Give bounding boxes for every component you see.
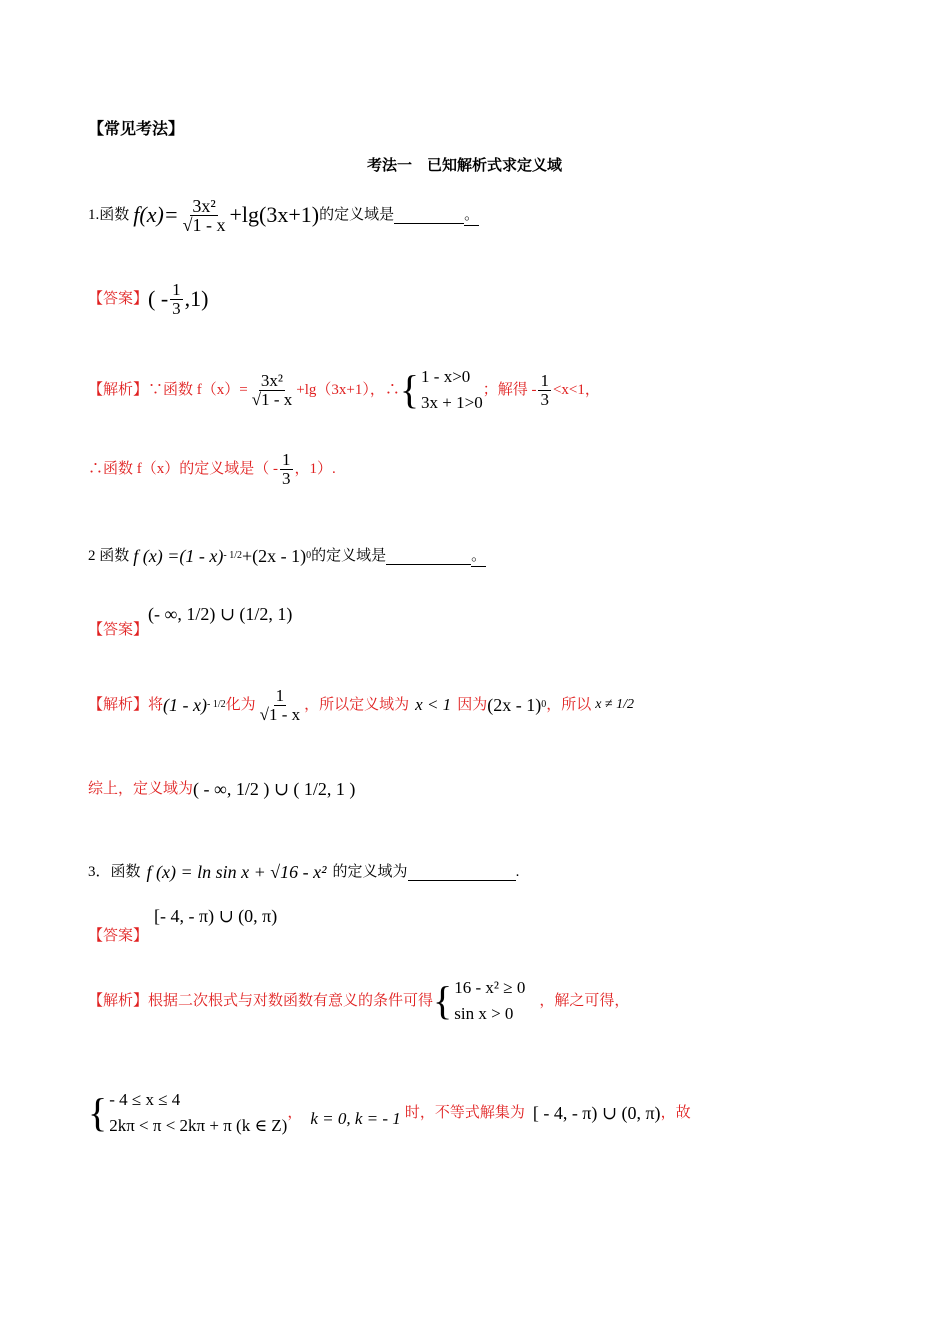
q2-cond2: x ≠ 1/2 bbox=[595, 697, 634, 712]
q1-numerator: 3x² bbox=[192, 195, 216, 216]
q1-analysis-b: +lg（3x+1），∴ bbox=[296, 382, 400, 398]
q1-tail: +lg(3x+1) bbox=[229, 202, 320, 227]
q1-analysis-fraction bbox=[250, 372, 295, 409]
q1-analysis-bound-num: 1 bbox=[540, 370, 549, 390]
q3-analysis-b: ，解之可得， bbox=[539, 993, 630, 1009]
q1-concl-num: 1 bbox=[282, 449, 291, 469]
q2-concl-expr: ( - ∞, 1/2 ) ∪ ( 1/2, 1 ) bbox=[193, 779, 356, 799]
q1-analysis-a: ∵函数 f（x）= bbox=[148, 382, 248, 398]
q3-system-2 bbox=[88, 1087, 287, 1139]
q3-system2-row2: 2kπ < π < 2kπ + π (k ∈ Z) bbox=[109, 1116, 288, 1135]
q1-answer-fraction bbox=[170, 281, 183, 318]
q3-analysis-a: 根据二次根式与对数函数有意义的条件可得 bbox=[148, 993, 434, 1009]
q2-tail: +(2x - 1) bbox=[241, 546, 307, 566]
q2-expr1: (1 - x) bbox=[163, 695, 208, 715]
q1-system-row2: 3x + 1>0 bbox=[421, 393, 483, 412]
q2-answer-tag: 【答案】 bbox=[88, 622, 149, 638]
q2-prefix: 2 函数 bbox=[88, 548, 130, 564]
q2-suffix: 的定义域是 bbox=[311, 548, 387, 564]
q3-suffix: 的定义域为 bbox=[332, 864, 408, 880]
q1-concl-fraction bbox=[280, 451, 293, 488]
q2-answer: (- ∞, 1/2) ∪ (1/2, 1) bbox=[148, 604, 293, 624]
q1-analysis-tag: 【解析】 bbox=[88, 382, 149, 398]
q3-system-row2: sin x > 0 bbox=[454, 1004, 514, 1023]
q3-func: f (x) = ln sin x + √16 - x² bbox=[146, 862, 327, 882]
question-1 bbox=[88, 190, 479, 240]
q1-analysis-bound-den: 3 bbox=[540, 389, 549, 409]
q2-expr2: (2x - 1) bbox=[487, 695, 542, 715]
q1-system-brace: { bbox=[399, 367, 420, 412]
q3-analysis-c: ， bbox=[287, 1105, 303, 1121]
q3-system2-row1: - 4 ≤ x ≤ 4 bbox=[109, 1090, 181, 1109]
q3-analysis-d: 时，不等式解集为 bbox=[404, 1105, 525, 1121]
q2-cond1: x < 1 bbox=[415, 695, 452, 714]
q2-func: f (x) =(1 - x) bbox=[133, 546, 224, 566]
q1-blank bbox=[394, 207, 464, 224]
method-title: 考法一 已知解析式求定义域 bbox=[367, 158, 563, 174]
q2-expr1-exp: - 1/2 bbox=[207, 699, 226, 710]
q1-system-row1: 1 - x>0 bbox=[421, 367, 471, 386]
q1-concl-den: 3 bbox=[282, 468, 291, 488]
q3-prefix: 3．函数 bbox=[88, 864, 141, 880]
q3-analysis-row bbox=[88, 970, 629, 1032]
q2-frac-num: 1 bbox=[275, 685, 285, 705]
q1-analysis-den: √1 - x bbox=[251, 389, 293, 409]
q3-answer-tag: 【答案】 bbox=[88, 928, 149, 944]
q2-analysis-b: 化为 bbox=[225, 697, 256, 713]
q3-answer: [- 4, - π) ∪ (0, π) bbox=[154, 906, 278, 926]
q2-tail-exp: 0 bbox=[306, 550, 312, 561]
q1-answer-tag: 【答案】 bbox=[88, 291, 149, 307]
q3-end: . bbox=[515, 864, 520, 880]
q2-analysis-a: 将 bbox=[148, 697, 164, 713]
q1-fraction bbox=[181, 197, 228, 234]
q3-solution-row bbox=[88, 1082, 691, 1144]
q1-denominator: √1 - x bbox=[182, 214, 226, 235]
q3-analysis-e: ，故 bbox=[660, 1105, 691, 1121]
q1-suffix: 的定义域是 bbox=[319, 207, 395, 223]
q2-analysis-fraction bbox=[258, 687, 303, 724]
q2-end: 。 bbox=[471, 546, 486, 567]
q3-system bbox=[433, 975, 525, 1027]
q1-system bbox=[400, 364, 483, 416]
q1-concl-a: ∴函数 f（x）的定义域是（ - bbox=[88, 461, 278, 477]
q3-analysis-tag: 【解析】 bbox=[88, 993, 149, 1009]
q1-concl-b: ，1）. bbox=[294, 461, 336, 477]
q1-answer-right: ,1) bbox=[184, 286, 209, 311]
q2-answer-row bbox=[88, 596, 292, 644]
q2-frac-den: √1 - x bbox=[259, 704, 301, 724]
q2-analysis-tag: 【解析】 bbox=[88, 697, 149, 713]
q3-system-brace: { bbox=[433, 978, 453, 1023]
q3-blank bbox=[408, 864, 516, 881]
q1-analysis-d: <x<1， bbox=[552, 382, 600, 398]
q2-concl-a: 综上，定义域为 bbox=[88, 781, 194, 797]
q2-analysis-d: 因为 bbox=[457, 697, 488, 713]
q1-conclusion-row bbox=[88, 444, 336, 494]
q2-conclusion-row bbox=[88, 764, 355, 814]
q1-analysis-num: 3x² bbox=[260, 370, 284, 390]
q1-func: f(x)= bbox=[133, 202, 179, 227]
q2-expr2-exp: 0 bbox=[541, 699, 547, 710]
section-heading: 【常见考法】 bbox=[88, 121, 185, 138]
q2-analysis-e: ，所以 bbox=[546, 697, 592, 713]
q2-blank bbox=[386, 548, 471, 565]
q1-end: 。 bbox=[464, 205, 479, 226]
question-2 bbox=[88, 536, 486, 576]
q1-analysis-bound bbox=[538, 372, 551, 409]
q1-analysis-row bbox=[88, 358, 600, 422]
q2-exp: - 1/2 bbox=[223, 550, 242, 561]
q2-analysis-row bbox=[88, 680, 634, 730]
q2-analysis-c: ，所以定义域为 bbox=[304, 697, 410, 713]
q3-solset: [ - 4, - π) ∪ (0, π) bbox=[532, 1103, 661, 1123]
q1-analysis-c: ；解得 - bbox=[482, 382, 537, 398]
q3-kvals: k = 0, k = - 1 bbox=[310, 1109, 401, 1128]
q1-answer-left: ( - bbox=[148, 286, 169, 311]
q3-system2-brace: { bbox=[88, 1090, 108, 1135]
q3-system-row1: 16 - x² ≥ 0 bbox=[454, 978, 526, 997]
q1-answer-num: 1 bbox=[172, 279, 181, 299]
q1-answer-row bbox=[88, 276, 209, 322]
q1-prefix: 1.函数 bbox=[88, 207, 130, 223]
q1-answer-den: 3 bbox=[172, 298, 181, 318]
question-3 bbox=[88, 852, 519, 892]
